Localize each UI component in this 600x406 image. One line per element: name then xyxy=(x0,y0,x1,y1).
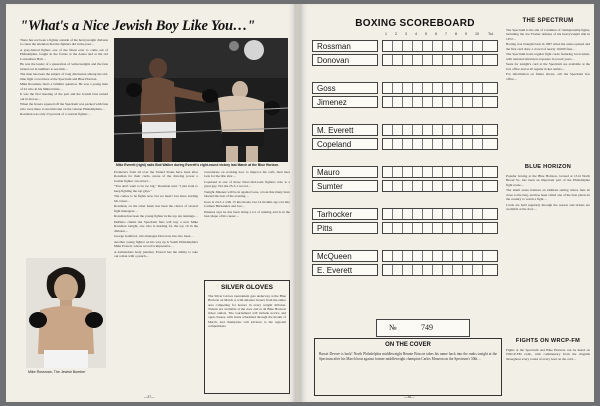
score-cell[interactable] xyxy=(463,55,473,65)
round-label: 2 xyxy=(395,32,397,36)
boxer-portrait-illustration xyxy=(26,258,106,368)
score-cell[interactable] xyxy=(393,41,403,51)
score-cell[interactable] xyxy=(443,181,453,191)
score-cell[interactable] xyxy=(393,125,403,135)
score-cell[interactable] xyxy=(473,167,483,177)
article-paragraph: George Gainford, who manages Donovan, has also been… xyxy=(114,234,194,239)
score-cell[interactable] xyxy=(483,223,497,233)
program-number: 749 xyxy=(421,323,433,332)
score-cell[interactable] xyxy=(383,83,393,93)
article-paragraph: Goss is 24-5-1 with 15 knockouts, but 14 months ago ran into Carmen Hernandez and lost… xyxy=(204,200,290,209)
round-label: 6 xyxy=(435,32,437,36)
score-cell[interactable] xyxy=(383,139,393,149)
article-paragraph: When the boxers squared off the Spectrum was packed with fans who were there to see him take on the veteran Philadelphian… xyxy=(20,102,108,111)
fighter-name: Donovan xyxy=(312,54,378,66)
score-row[interactable] xyxy=(382,166,498,178)
article-paragraph: Promoters from all over the United States have been after Rossman for their cards, aware of the drawing power a Jewish fighter can attract… xyxy=(114,170,198,183)
score-cell[interactable] xyxy=(393,251,403,261)
score-row[interactable] xyxy=(382,124,498,136)
fighter-name: Pitts xyxy=(312,222,378,234)
score-cell[interactable] xyxy=(423,167,433,177)
score-cell[interactable] xyxy=(393,181,403,191)
score-cell[interactable] xyxy=(473,55,483,65)
score-cell[interactable] xyxy=(453,139,463,149)
fighter-name: Mauro xyxy=(312,166,378,178)
score-cell[interactable] xyxy=(403,167,413,177)
score-cell[interactable] xyxy=(423,251,433,261)
round-label: 7 xyxy=(445,32,447,36)
rossman-portrait xyxy=(26,258,106,368)
program-number-box xyxy=(376,319,470,337)
boxers-illustration xyxy=(114,38,288,162)
fighter-name: M. Everett xyxy=(312,124,378,136)
score-cell[interactable] xyxy=(423,55,433,65)
score-cell[interactable] xyxy=(473,223,483,233)
score-cell[interactable] xyxy=(423,97,433,107)
article-paragraph: Copeland is one of those Newt-Ord-Gale fighters who is a great guy. Not the 23-3-1 record… xyxy=(204,180,290,189)
score-cell[interactable] xyxy=(473,125,483,135)
article-paragraph: Rossman has been the young fighter in the top ten rankings… xyxy=(114,214,198,219)
score-cell[interactable] xyxy=(413,223,423,233)
silver-gloves-body: The Silver Gloves tournament gets underway at the Blue Horizon on March 4, with amateur boxers from the entire area competing for honors in every weight division. Tickets are available at the door and at all Blue Horizon ticket outlets. The tournament will include novice and open classes, with bouts scheduled through the month of March, and champions will advance to the regional competitions. xyxy=(208,294,286,328)
article-paragraph: "You don't want to be too big," Rossman said. "I just want to keep fighting the top guys." xyxy=(114,184,198,193)
score-cell[interactable] xyxy=(463,167,473,177)
score-cell[interactable] xyxy=(383,265,393,275)
score-cell[interactable] xyxy=(473,181,483,191)
article-column-1 xyxy=(20,38,108,254)
score-cell[interactable] xyxy=(463,125,473,135)
article-paragraph: The Spectrum is the site of a number of championship fights, including the Joe Frazier defense of his heavyweight title in 1972… xyxy=(506,28,590,41)
score-cell[interactable] xyxy=(443,251,453,261)
on-the-cover-box xyxy=(314,338,502,396)
score-cell[interactable] xyxy=(433,251,443,261)
score-cell[interactable] xyxy=(473,97,483,107)
article-paragraph: Seats for tonight's card at the Spectrum are available at the box office and at all regular ticket outlets… xyxy=(506,62,590,71)
score-cell[interactable] xyxy=(393,223,403,233)
score-cell[interactable] xyxy=(433,139,443,149)
score-cell[interactable] xyxy=(393,55,403,65)
score-cell[interactable] xyxy=(403,41,413,51)
score-cell[interactable] xyxy=(433,167,443,177)
blue-horizon-column xyxy=(506,174,590,334)
score-cell[interactable] xyxy=(403,139,413,149)
score-cell[interactable] xyxy=(473,265,483,275)
fighter-name: Rossman xyxy=(312,40,378,52)
score-cell[interactable] xyxy=(383,125,393,135)
score-cell[interactable] xyxy=(433,125,443,135)
score-cell[interactable] xyxy=(453,125,463,135)
round-header xyxy=(382,32,498,38)
score-cell[interactable] xyxy=(443,167,453,177)
score-cell[interactable] xyxy=(483,41,497,51)
score-cell[interactable] xyxy=(403,83,413,93)
score-cell[interactable] xyxy=(483,83,497,93)
score-cell[interactable] xyxy=(383,209,393,219)
article-headline: "What's a Nice Jewish Boy Like You…" xyxy=(20,18,256,34)
score-row[interactable] xyxy=(382,40,498,52)
score-cell[interactable] xyxy=(483,251,497,261)
score-cell[interactable] xyxy=(443,125,453,135)
score-cell[interactable] xyxy=(453,55,463,65)
article-column-3 xyxy=(204,170,290,274)
score-cell[interactable] xyxy=(473,139,483,149)
score-row[interactable] xyxy=(382,138,498,150)
score-cell[interactable] xyxy=(393,265,403,275)
score-cell[interactable] xyxy=(413,41,423,51)
score-cell[interactable] xyxy=(433,265,443,275)
score-cell[interactable] xyxy=(403,97,413,107)
article-paragraph: Cards are held regularly through the season and tickets are available at the door… xyxy=(506,202,590,211)
article-paragraph: A tremendous body puncher, Everett has the ability to take out a man with a punch… xyxy=(114,250,198,259)
score-cell[interactable] xyxy=(463,41,473,51)
score-cell[interactable] xyxy=(423,223,433,233)
score-cell[interactable] xyxy=(413,83,423,93)
score-cell[interactable] xyxy=(413,55,423,65)
score-cell[interactable] xyxy=(403,181,413,191)
score-cell[interactable] xyxy=(413,265,423,275)
score-cell[interactable] xyxy=(413,139,423,149)
score-cell[interactable] xyxy=(423,209,433,219)
silver-gloves-title: SILVER GLOVES xyxy=(221,284,273,291)
article-paragraph: DePiano claims the Spectrum fans will buy a new Mike Rossman tonight, one who is heading for the top 10 in the division… xyxy=(114,220,198,233)
scoreboard-title: BOXING SCOREBOARD xyxy=(355,18,475,29)
score-cell[interactable] xyxy=(453,251,463,261)
score-cell[interactable] xyxy=(433,41,443,51)
article-column-2 xyxy=(114,170,198,396)
article-paragraph: Jimenez says he has been doing a lot of running and is in the best shape of his career… xyxy=(204,210,290,219)
spectrum-column xyxy=(506,28,590,162)
article-paragraph: The small arena features an intimate setting where fans sit close to the ring, and has been called one of the best places in the country to watch a fight… xyxy=(506,188,590,201)
portrait-caption: Mike Rossman, The Jewish Bomber xyxy=(28,370,86,374)
fighter-name: Goss xyxy=(312,82,378,94)
round-label: Tot. xyxy=(488,32,494,36)
left-page xyxy=(6,4,296,402)
score-cell[interactable] xyxy=(433,83,443,93)
score-cell[interactable] xyxy=(393,167,403,177)
score-row[interactable] xyxy=(382,96,498,108)
article-paragraph: He was the leader of a generation of welterweights and the fans turned out in numbers to see him… xyxy=(20,62,108,71)
fighter-name: McQueen xyxy=(312,250,378,262)
round-label: 8 xyxy=(455,32,457,36)
score-cell[interactable] xyxy=(433,55,443,65)
score-cell[interactable] xyxy=(383,41,393,51)
score-cell[interactable] xyxy=(473,41,483,51)
score-cell[interactable] xyxy=(383,181,393,191)
score-cell[interactable] xyxy=(423,265,433,275)
score-cell[interactable] xyxy=(473,209,483,219)
score-cell[interactable] xyxy=(433,209,443,219)
score-cell[interactable] xyxy=(413,167,423,177)
score-cell[interactable] xyxy=(453,41,463,51)
right-page xyxy=(300,4,594,402)
round-label: 10 xyxy=(475,32,479,36)
article-paragraph: Another young fighter on his way up is South Philadelphia's Mike Everett, whose record is impressive… xyxy=(114,240,198,249)
score-row[interactable] xyxy=(382,250,498,262)
score-cell[interactable] xyxy=(443,265,453,275)
score-cell[interactable] xyxy=(473,251,483,261)
article-paragraph: It was the first meeting of the pair and the Jewish fans turned out in droves… xyxy=(20,92,108,101)
score-cell[interactable] xyxy=(473,83,483,93)
score-row[interactable] xyxy=(382,222,498,234)
article-paragraph: The comes to be fights now, but we hasn't lost since starting his career… xyxy=(114,194,198,203)
score-cell[interactable] xyxy=(463,265,473,275)
score-cell[interactable] xyxy=(413,181,423,191)
score-cell[interactable] xyxy=(413,97,423,107)
score-row[interactable] xyxy=(382,54,498,66)
score-cell[interactable] xyxy=(453,167,463,177)
score-cell[interactable] xyxy=(393,139,403,149)
round-label: 9 xyxy=(465,32,467,36)
score-cell[interactable] xyxy=(393,209,403,219)
score-cell[interactable] xyxy=(403,209,413,219)
score-cell[interactable] xyxy=(483,139,497,149)
score-cell[interactable] xyxy=(393,83,403,93)
score-cell[interactable] xyxy=(463,139,473,149)
score-cell[interactable] xyxy=(413,209,423,219)
score-cell[interactable] xyxy=(413,251,423,261)
program-number-label: № xyxy=(389,323,397,332)
score-cell[interactable] xyxy=(433,97,443,107)
score-cell[interactable] xyxy=(433,223,443,233)
score-cell[interactable] xyxy=(403,55,413,65)
page-number-right: —38— xyxy=(404,395,415,399)
score-cell[interactable] xyxy=(423,83,433,93)
score-cell[interactable] xyxy=(483,125,497,135)
score-row[interactable] xyxy=(382,180,498,192)
score-cell[interactable] xyxy=(453,83,463,93)
score-cell[interactable] xyxy=(443,41,453,51)
score-cell[interactable] xyxy=(443,83,453,93)
score-cell[interactable] xyxy=(383,97,393,107)
article-paragraph: Mike Rossman, that's a familiar question. He was a young man of 22 who in his limited time… xyxy=(20,82,108,91)
fighter-name: Sumter xyxy=(312,180,378,192)
score-row[interactable] xyxy=(382,264,498,276)
score-cell[interactable] xyxy=(423,139,433,149)
blue-horizon-heading: BLUE HORIZON xyxy=(524,164,572,170)
score-cell[interactable] xyxy=(413,125,423,135)
score-cell[interactable] xyxy=(383,251,393,261)
wrcp-heading: FIGHTS ON WRCP-FM xyxy=(515,338,581,344)
article-paragraph: The Spectrum hosts regular fight cards featuring local talent, with national television exposure in recent years… xyxy=(506,52,590,61)
article-paragraph: There has not been a fighter outside of the heavyweight division to cause the attention that the fighters did in the past… xyxy=(20,38,108,47)
score-cell[interactable] xyxy=(453,209,463,219)
score-row[interactable] xyxy=(382,208,498,220)
on-the-cover-title: ON THE COVER xyxy=(385,342,431,348)
score-cell[interactable] xyxy=(483,55,497,65)
score-cell[interactable] xyxy=(403,125,413,135)
score-cell[interactable] xyxy=(483,209,497,219)
silver-gloves-box xyxy=(204,280,290,394)
score-cell[interactable] xyxy=(423,125,433,135)
score-cell[interactable] xyxy=(463,97,473,107)
fight-photo xyxy=(114,38,288,162)
score-cell[interactable] xyxy=(443,223,453,233)
page-number-left: —37— xyxy=(144,395,155,399)
round-label: 4 xyxy=(415,32,417,36)
fighter-name: Jimenez xyxy=(312,96,378,108)
score-cell[interactable] xyxy=(453,97,463,107)
score-cell[interactable] xyxy=(443,97,453,107)
spectrum-heading: THE SPECTRUM xyxy=(522,18,574,24)
score-cell[interactable] xyxy=(483,167,497,177)
score-cell[interactable] xyxy=(453,223,463,233)
fighter-name: E. Everett xyxy=(312,264,378,276)
score-cell[interactable] xyxy=(443,209,453,219)
score-cell[interactable] xyxy=(443,139,453,149)
article-paragraph: The man has been the subject of long discussion among the old-time fight crowd here at the Spectrum and Blue Horizon. xyxy=(20,72,108,81)
score-cell[interactable] xyxy=(383,167,393,177)
article-paragraph: A grey-haired fighter, one of the finest ever to come out of Philadelphia, fought in the forties at the Arena and at the old Convention Hall… xyxy=(20,48,108,61)
score-cell[interactable] xyxy=(423,41,433,51)
article-paragraph: Rossman was only 23 percent of a veteran fighter… xyxy=(20,112,91,117)
score-cell[interactable] xyxy=(463,223,473,233)
article-paragraph: Rossman, on the other hand, has been the choice of several fight managers… xyxy=(114,204,198,213)
score-cell[interactable] xyxy=(463,209,473,219)
score-cell[interactable] xyxy=(483,181,497,191)
score-row[interactable] xyxy=(382,82,498,94)
article-paragraph: Boxing was brought back in 1967 when the arena opened and the first card drew a crowd of nearly 10,000 fans… xyxy=(506,42,590,51)
article-paragraph: concentrate on working now to improve his craft, then later look for the title shot… xyxy=(204,170,290,179)
score-cell[interactable] xyxy=(403,251,413,261)
round-label: 5 xyxy=(425,32,427,36)
round-label: 1 xyxy=(385,32,387,36)
score-cell[interactable] xyxy=(463,251,473,261)
score-cell[interactable] xyxy=(403,223,413,233)
score-cell[interactable] xyxy=(433,181,443,191)
score-cell[interactable] xyxy=(423,181,433,191)
score-cell[interactable] xyxy=(463,181,473,191)
score-cell[interactable] xyxy=(383,223,393,233)
score-cell[interactable] xyxy=(453,181,463,191)
fighter-name: Tarhocker xyxy=(312,208,378,220)
score-cell[interactable] xyxy=(443,55,453,65)
article-paragraph: Tonight Jimenez will be in against Goss, a bout that many have labeled the best of the evening… xyxy=(204,190,290,199)
score-cell[interactable] xyxy=(393,97,403,107)
score-cell[interactable] xyxy=(403,265,413,275)
score-cell[interactable] xyxy=(453,265,463,275)
article-paragraph: Popular boxing at the Blue Horizon, located at 1314 North Broad St., has been an important part of the Philadelphia fight scene… xyxy=(506,174,590,187)
fight-photo-caption: Mike Everett (right) nails Bob Walker during Everett's eight-round victory last March at the Blue Horizon. xyxy=(116,163,280,167)
score-cell[interactable] xyxy=(383,55,393,65)
article-paragraph: For information on future shows, call the Spectrum box office… xyxy=(506,72,590,81)
fighter-name: Copeland xyxy=(312,138,378,150)
score-cell[interactable] xyxy=(483,97,497,107)
score-cell[interactable] xyxy=(483,265,497,275)
round-label: 3 xyxy=(405,32,407,36)
wrcp-column: Fights at the Spectrum and Blue Horizon can be heard on WRCP-FM radio, with commentary from the ringside throughout every round of every bout on the card… xyxy=(506,348,590,361)
on-the-cover-body: Basset Devore is back! North Philadelphia middleweight Bennie Briscoe takes his name back into the ranks tonight at the Spectrum after his March bout against former middleweight champion Carlos Monzon on the Spectrum's 50th… xyxy=(319,352,497,361)
score-cell[interactable] xyxy=(463,83,473,93)
